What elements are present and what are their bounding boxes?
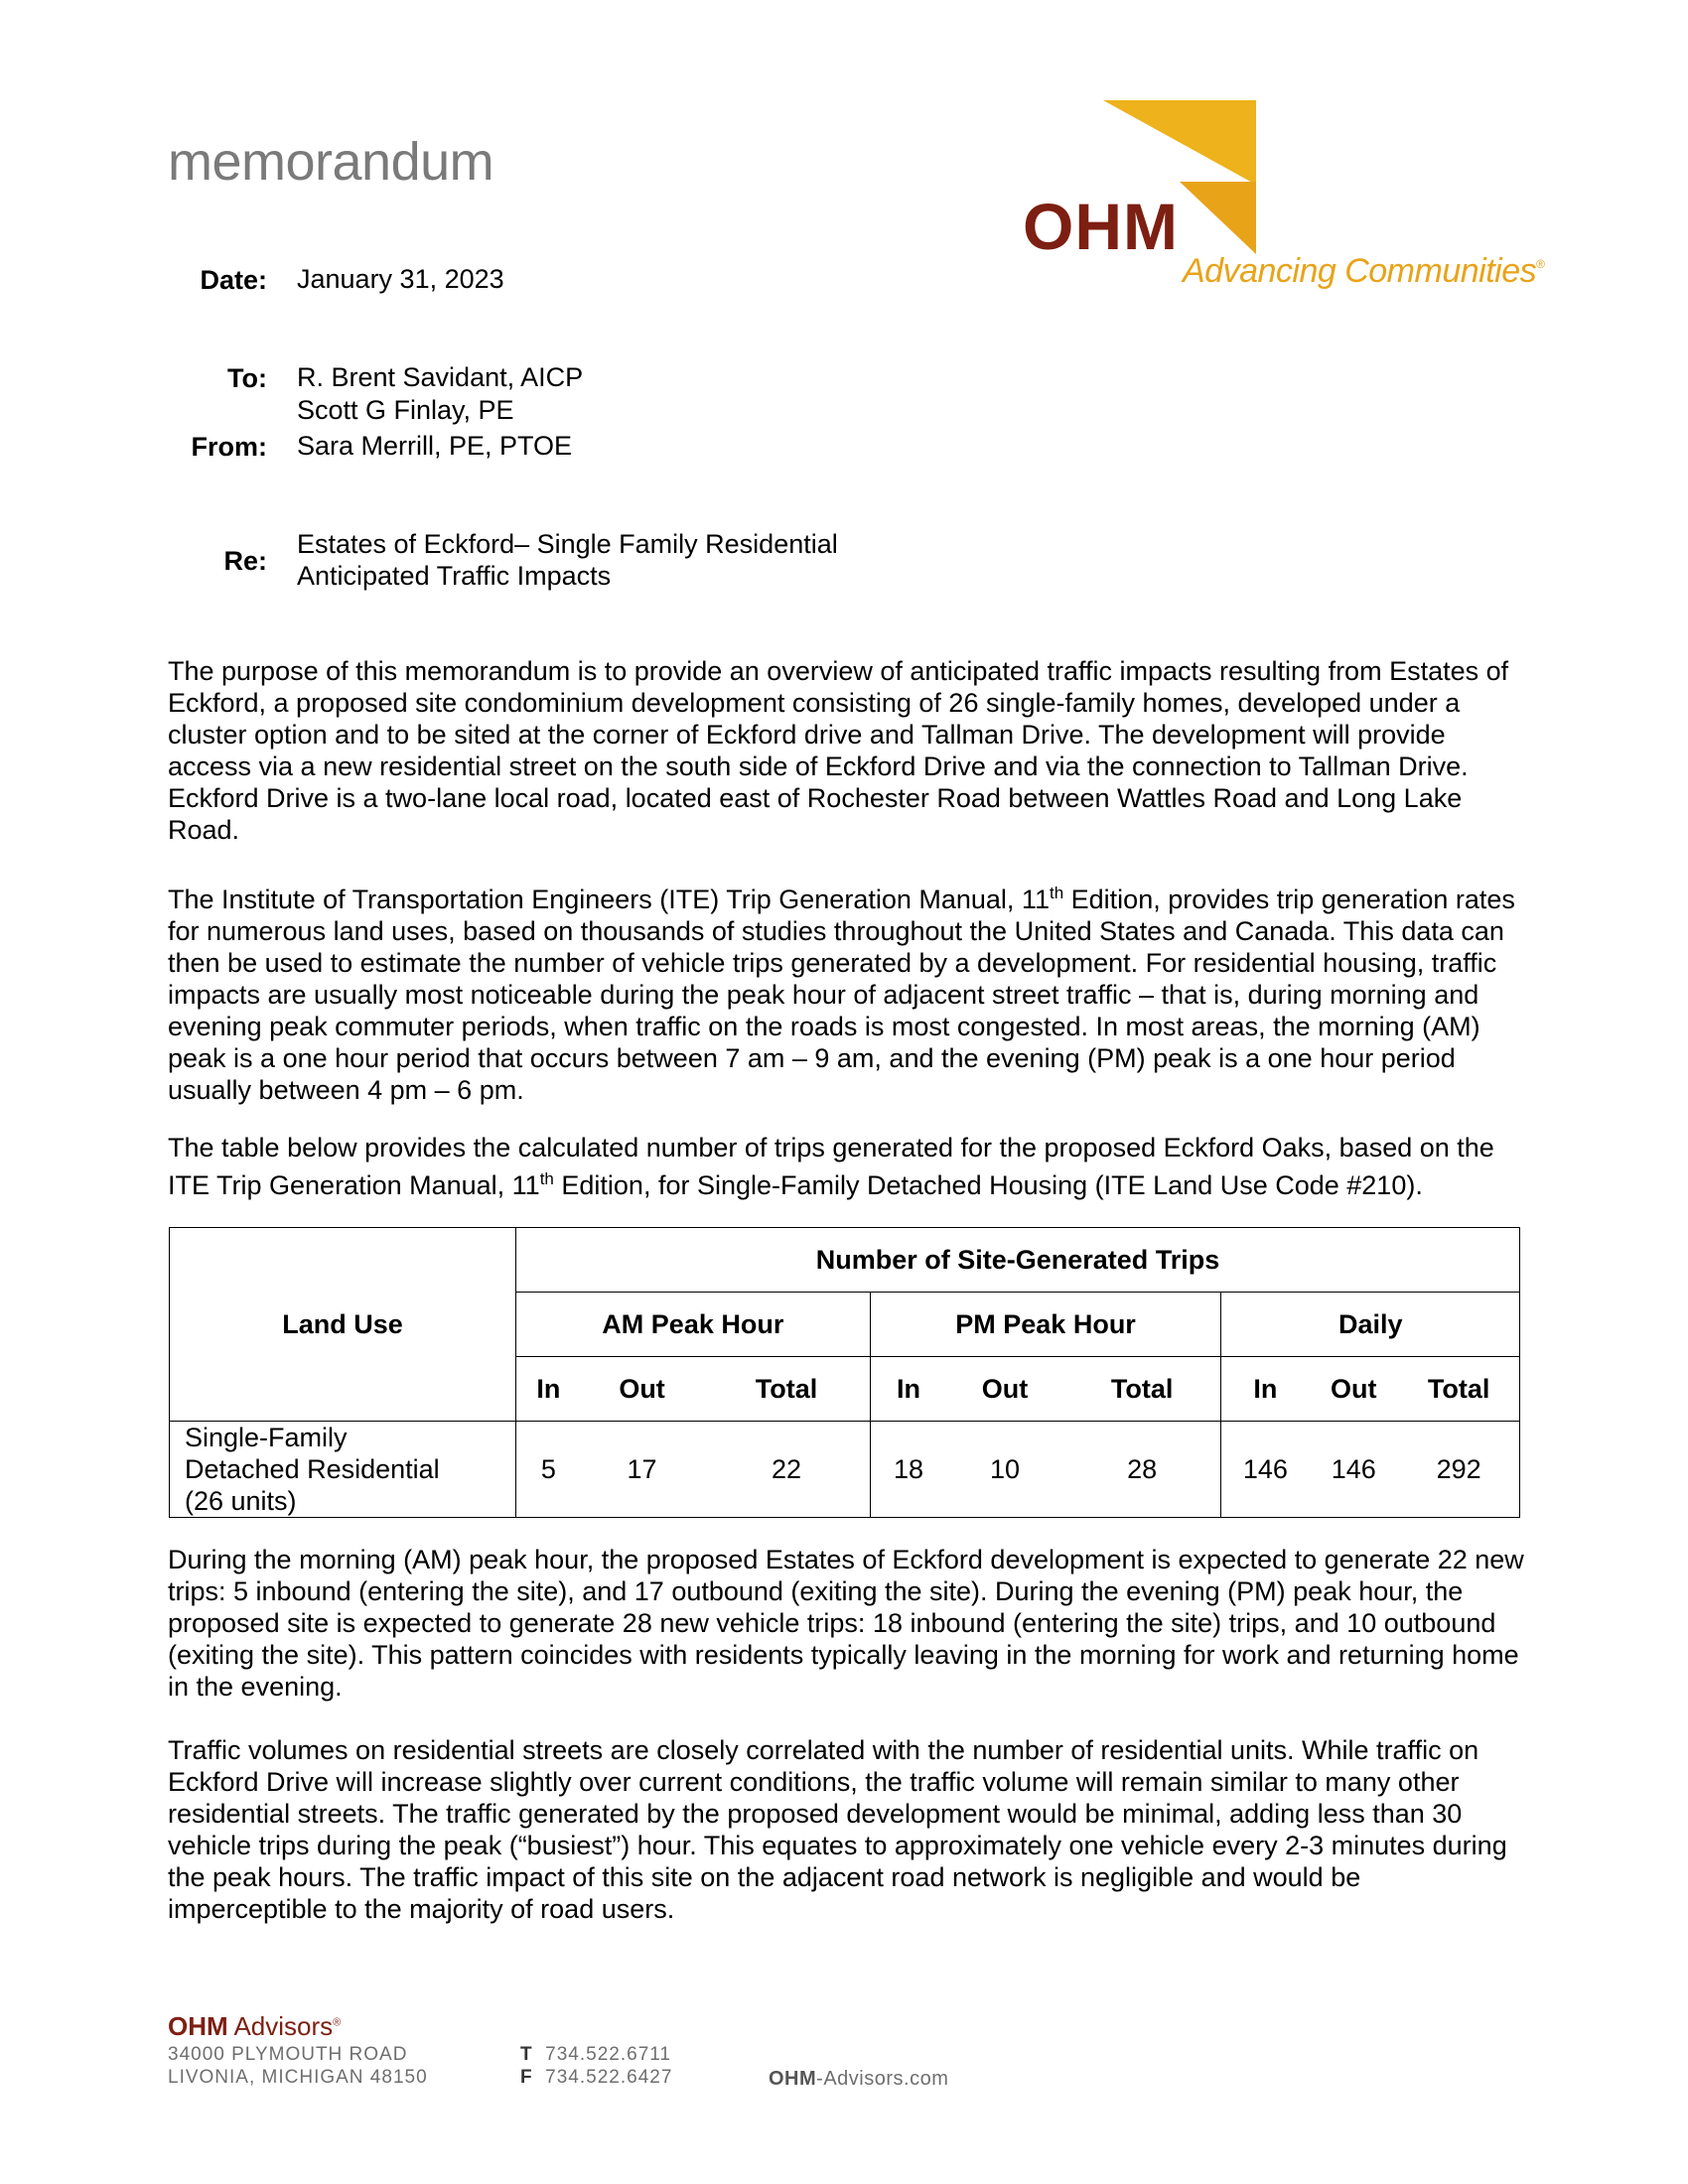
cell-pm-out: 10 — [946, 1422, 1062, 1518]
to-label: To: — [227, 363, 267, 393]
sub-header-am-out: Out — [581, 1357, 704, 1422]
cell-am-in: 5 — [516, 1422, 581, 1518]
cell-pm-total: 28 — [1063, 1422, 1221, 1518]
re-label: Re: — [223, 546, 267, 576]
cell-am-total: 22 — [703, 1422, 870, 1518]
from-label: From: — [191, 432, 267, 462]
sub-header-pm-total: Total — [1063, 1357, 1221, 1422]
body-paragraph-5: Traffic volumes on residential streets are closely correlated with the number of residential units. While traffic on Eckford Drive will increase slightly over current conditions, the traffic volume will remain similar to many other residential streets. The traffic generated by the proposed development would be minimal, adding less than 30 vehicle trips during the peak (“busiest”) hour. This equates to approximately one vehicle every 2-3 minutes during the peak hours. The traffic impact of this site on the adjacent road network is negligible and would be imperceptible to the majority of road users. — [168, 1735, 1507, 1924]
footer-website: OHM-Advisors.com — [769, 2068, 949, 2090]
sub-header-am-in: In — [516, 1357, 581, 1422]
table-row — [170, 1422, 1520, 1518]
re-line-2: Anticipated Traffic Impacts — [297, 561, 612, 591]
re-line-1: Estates of Eckford– Single Family Residential — [297, 529, 838, 559]
sub-header-daily-total: Total — [1398, 1357, 1519, 1422]
footer-brand: OHM Advisors® — [168, 2011, 342, 2041]
ohm-logo — [1013, 95, 1545, 294]
memo-heading: memorandum — [168, 132, 494, 192]
cell-pm-in: 18 — [870, 1422, 946, 1518]
sub-header-daily-in: In — [1221, 1357, 1309, 1422]
land-use-header: Land Use — [170, 1228, 516, 1422]
body-paragraph-2: The Institute of Transportation Engineers (ITE) Trip Generation Manual, 11th Edition, provides trip generation rates for numerous land uses, based on thousands of studies throughout the United States and Canada. This data can then be used to estimate the number of vehicle trips generated by a development. For residential housing, traffic impacts are usually most noticeable during the peak hour of adjacent street traffic – that is, during morning and evening peak commuter periods, when traffic on the roads is most congested. In most areas, the morning (AM) peak is a one hour period that occurs between 7 am – 9 am, and the evening (PM) peak is a one hour period usually between 4 pm – 6 pm. — [168, 884, 1515, 1105]
period-header-am: AM Peak Hour — [516, 1293, 871, 1357]
footer-address-1: 34000 PLYMOUTH ROAD — [168, 2044, 408, 2065]
trips-group-header: Number of Site-Generated Trips — [516, 1228, 1520, 1293]
memo-date: January 31, 2023 — [297, 264, 504, 294]
sub-header-daily-out: Out — [1309, 1357, 1398, 1422]
body-paragraph-4: During the morning (AM) peak hour, the proposed Estates of Eckford development is expected to generate 22 new trips: 5 inbound (entering the site), and 17 outbound (exiting the site). During the evening (PM) peak hour, the proposed site is expected to generate 28 new vehicle trips: 18 inbound (entering the site) trips, and 10 outbound (exiting the site). This pattern coincides with residents typically leaving in the morning for work and returning home in the evening. — [168, 1545, 1524, 1702]
logo-tagline: Advancing Communities® — [1183, 252, 1545, 290]
footer-phone: T 734.522.6711 — [520, 2044, 671, 2065]
body-paragraph-1: The purpose of this memorandum is to provide an overview of anticipated traffic impacts resulting from Estates of Eckford, a proposed site condominium development consisting of 26 single-family homes, developed under a cluster option and to be sited at the corner of Eckford drive and Tallman Drive. The development will provide access via a new residential street on the south side of Eckford Drive and via the connection to Tallman Drive. Eckford Drive is a two-lane local road, located east of Rochester Road between Wattles Road and Long Lake Road. — [168, 656, 1509, 845]
trip-generation-table — [169, 1227, 1520, 1518]
cell-am-out: 17 — [581, 1422, 704, 1518]
footer-fax: F 734.522.6427 — [520, 2067, 673, 2088]
sub-header-pm-out: Out — [946, 1357, 1062, 1422]
body-paragraph-3: The table below provides the calculated number of trips generated for the proposed Eckford Oaks, based on the ITE Trip Generation Manual, 11th Edition, for Single-Family Detached Housing (ITE Land Use Code #210). — [168, 1133, 1494, 1200]
period-header-daily: Daily — [1221, 1293, 1520, 1357]
to-recipient-1: R. Brent Savidant, AICP — [297, 362, 584, 392]
to-recipient-2: Scott G Finlay, PE — [297, 395, 514, 425]
from-sender: Sara Merrill, PE, PTOE — [297, 431, 573, 461]
cell-daily-total: 292 — [1398, 1422, 1519, 1518]
sub-header-am-total: Total — [703, 1357, 870, 1422]
period-header-pm: PM Peak Hour — [870, 1293, 1221, 1357]
cell-daily-out: 146 — [1309, 1422, 1398, 1518]
footer-address-2: LIVONIA, MICHIGAN 48150 — [168, 2067, 428, 2088]
cell-daily-in: 146 — [1221, 1422, 1309, 1518]
sub-header-pm-in: In — [870, 1357, 946, 1422]
date-label: Date: — [200, 265, 267, 295]
logo-brand: OHM — [1023, 190, 1179, 263]
row-land-use: Single-Family Detached Residential (26 units) — [170, 1422, 516, 1518]
